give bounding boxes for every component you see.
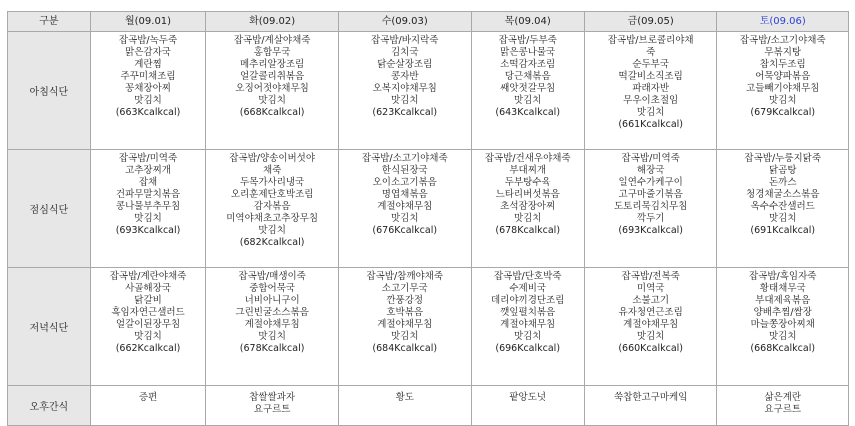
menu-cell-mon bbox=[90, 150, 206, 268]
menu-item: 맛김치 bbox=[258, 225, 286, 236]
dinner-row bbox=[8, 268, 849, 386]
breakfast-row bbox=[8, 32, 849, 150]
menu-item: 찹쌀쌀과자 bbox=[249, 392, 296, 403]
menu-item: 일연수가케구이 bbox=[618, 177, 683, 188]
menu-item: 맛김치 bbox=[768, 213, 797, 224]
menu-item: 깻잎펼치볶음 bbox=[500, 307, 556, 318]
menu-item: 고들빼기야채무침 bbox=[746, 83, 820, 94]
menu-item: 맛김치 bbox=[134, 95, 162, 106]
menu-item: 계절야채무침 bbox=[500, 319, 556, 330]
menu-item: 떡갈비소직조림 bbox=[618, 71, 683, 82]
menu-item: 잡곡밥/계란야채죽 bbox=[109, 271, 187, 282]
menu-item: 두목가사리냉국 bbox=[240, 177, 305, 188]
menu-item: 팥앙도넛 bbox=[509, 392, 547, 403]
menu-item: (660Kcalkcal) bbox=[618, 343, 683, 354]
menu-item: 오이소고기볶음 bbox=[372, 177, 437, 188]
menu-item: 계절야채무침 bbox=[623, 319, 679, 330]
menu-cell-mon bbox=[90, 268, 206, 386]
menu-item: 돈까스 bbox=[768, 177, 797, 188]
menu-item: (693Kcalkcal) bbox=[115, 225, 181, 236]
row-label: 점심식단 bbox=[8, 150, 91, 268]
menu-item: 계란찜 bbox=[134, 59, 162, 70]
menu-item: 무볶지탕 bbox=[764, 47, 802, 58]
menu-item: 잡곡밥/두부죽 bbox=[498, 35, 557, 46]
menu-item: 건파무말치볶음 bbox=[115, 189, 181, 200]
menu-item: 해장국 bbox=[636, 165, 665, 176]
menu-item: 잡곡밥/브로콜리야채 bbox=[607, 35, 694, 46]
menu-item: 유자청연근조림 bbox=[618, 307, 683, 318]
menu-item: (678Kcalkcal) bbox=[239, 343, 305, 354]
menu-item: 계절야채무침 bbox=[377, 201, 433, 212]
menu-item: 잡곡밥/참깨야채죽 bbox=[366, 271, 444, 282]
menu-item: 어묵양파볶음 bbox=[755, 71, 811, 82]
menu-item: 맛김치 bbox=[513, 95, 542, 106]
menu-item: (662Kcalkcal) bbox=[115, 343, 181, 354]
menu-cell-mon bbox=[90, 386, 206, 426]
menu-item: 그린빈굴소스볶음 bbox=[235, 307, 309, 318]
menu-item: 계절야채무침 bbox=[244, 319, 300, 330]
menu-item: 양배추찜/쌈장 bbox=[753, 307, 812, 318]
lunch-row bbox=[8, 150, 849, 268]
menu-item: 꽁채장아찌 bbox=[125, 83, 171, 94]
menu-item: 부대제육볶음 bbox=[755, 295, 811, 306]
menu-cell-mon bbox=[90, 32, 206, 150]
menu-item: 맛김치 bbox=[134, 213, 162, 224]
menu-item: 맛김치 bbox=[134, 331, 162, 342]
menu-item: 미역야채초고추장무침 bbox=[226, 213, 319, 224]
menu-item: 소고기무국 bbox=[381, 283, 428, 294]
header-day-thu: 목(09.04) bbox=[471, 12, 584, 32]
menu-item: 콩나물부추무침 bbox=[115, 201, 181, 212]
menu-item: 참치두조림 bbox=[759, 59, 806, 70]
menu-item: 잡곡밥/소고기야채죽 bbox=[361, 153, 448, 164]
menu-item: 감자볶음 bbox=[253, 201, 291, 212]
menu-item: 맛김치 bbox=[390, 213, 419, 224]
menu-item: 잡곡밥/미역죽 bbox=[621, 153, 680, 164]
menu-item: 잡곡밥/흑임자죽 bbox=[749, 271, 817, 282]
menu-item: 맛김치 bbox=[258, 331, 286, 342]
menu-item: 맛김치 bbox=[768, 331, 797, 342]
menu-cell-sat bbox=[717, 268, 849, 386]
menu-item: 한식된장국 bbox=[381, 165, 428, 176]
menu-item: 도토리묵김치무침 bbox=[613, 201, 688, 212]
menu-item: 김치국 bbox=[390, 47, 419, 58]
row-label: 오후간식 bbox=[8, 386, 91, 426]
menu-item: 오복지야채무침 bbox=[372, 83, 437, 94]
menu-cell-sat bbox=[717, 386, 849, 426]
menu-cell-tue bbox=[206, 386, 339, 426]
menu-item: 맛김치 bbox=[636, 331, 665, 342]
menu-item: 잡곡밥/미역죽 bbox=[118, 153, 178, 164]
menu-item: 수제비국 bbox=[509, 283, 547, 294]
menu-cell-thu bbox=[471, 32, 584, 150]
menu-cell-fri bbox=[584, 150, 717, 268]
menu-cell-wed bbox=[338, 150, 471, 268]
menu-item: 요구르트 bbox=[764, 404, 802, 415]
menu-item: 잡곡밥/바지락죽 bbox=[371, 35, 439, 46]
header-day-fri: 금(09.05) bbox=[584, 12, 717, 32]
menu-item: (661Kcalkcal) bbox=[618, 119, 683, 130]
menu-cell-wed bbox=[338, 386, 471, 426]
menu-item: 맛김치 bbox=[636, 107, 665, 118]
menu-item: 순두부국 bbox=[632, 59, 670, 70]
menu-item: 닭순살장조림 bbox=[377, 59, 433, 70]
menu-cell-wed bbox=[338, 268, 471, 386]
menu-item: (684Kcalkcal) bbox=[372, 343, 438, 354]
menu-item: (643Kcalkcal) bbox=[495, 107, 561, 118]
menu-cell-fri bbox=[584, 32, 717, 150]
header-day-wed: 수(09.03) bbox=[338, 12, 471, 32]
menu-item: 주꾸미채조림 bbox=[120, 71, 176, 82]
menu-item: 잡곡밥/매생이죽 bbox=[238, 271, 306, 282]
menu-item: 명엽채볶음 bbox=[381, 189, 428, 200]
menu-item: (682Kcalkcal) bbox=[239, 237, 305, 248]
menu-item: 소불고기 bbox=[632, 295, 670, 306]
menu-cell-sat bbox=[717, 32, 849, 150]
menu-item: 초석잠장아찌 bbox=[500, 201, 556, 212]
menu-item: 소떡감자조림 bbox=[500, 59, 556, 70]
menu-cell-sat bbox=[717, 150, 849, 268]
menu-cell-fri bbox=[584, 386, 717, 426]
menu-item: 잡곡밥/녹두죽 bbox=[118, 35, 178, 46]
menu-item: 계절야채무침 bbox=[377, 319, 433, 330]
row-label: 아침식단 bbox=[8, 32, 91, 150]
menu-item: (679Kcalkcal) bbox=[750, 107, 816, 118]
menu-item: 미역국 bbox=[636, 283, 665, 294]
menu-item: (678Kcalkcal) bbox=[495, 225, 561, 236]
menu-item: (691Kcalkcal) bbox=[750, 225, 816, 236]
menu-item: 당근채볶음 bbox=[504, 71, 551, 82]
menu-item: 닭곰탕 bbox=[768, 165, 797, 176]
menu-item: 죽 bbox=[646, 47, 656, 58]
menu-item: 메추리알장조림 bbox=[240, 59, 305, 70]
menu-item: 오징어젓야채무침 bbox=[235, 83, 309, 94]
menu-item: 사골해장국 bbox=[125, 283, 171, 294]
menu-item: 옥수수잔샐러드 bbox=[750, 201, 815, 212]
menu-item: 데리야끼경단조림 bbox=[491, 295, 565, 306]
menu-item: 맛김치 bbox=[390, 95, 419, 106]
weekly-meal-table bbox=[7, 11, 849, 426]
menu-item: (623Kcalkcal) bbox=[372, 107, 438, 118]
menu-item: 느타리버섯볶음 bbox=[495, 189, 560, 200]
menu-item: 요구르트 bbox=[253, 404, 291, 415]
menu-item: 잡곡밥/전복죽 bbox=[621, 271, 680, 282]
menu-item: 흑임자연근샐러드 bbox=[111, 307, 185, 318]
header-day-sat: 토(09.06) bbox=[717, 12, 849, 32]
header-row bbox=[8, 12, 849, 32]
menu-item: 맛김치 bbox=[258, 95, 286, 106]
menu-item: (668Kcalkcal) bbox=[750, 343, 816, 354]
menu-item: 잡곡밥/계살야채죽 bbox=[233, 35, 311, 46]
menu-item: 너비아니구이 bbox=[244, 295, 300, 306]
menu-item: 얼갈콜리취볶음 bbox=[240, 71, 305, 82]
menu-item: 황태채무국 bbox=[759, 283, 806, 294]
header-day-tue: 화(09.02) bbox=[206, 12, 339, 32]
menu-item: 채죽 bbox=[262, 165, 282, 176]
menu-item: 닭갈비 bbox=[134, 295, 162, 306]
menu-item: 홍합무국 bbox=[253, 47, 291, 58]
menu-item: 무우이초절임 bbox=[623, 95, 679, 106]
menu-item: 콩자반 bbox=[390, 71, 419, 82]
row-label: 저녁식단 bbox=[8, 268, 91, 386]
menu-item: 쌔앗젓갈무침 bbox=[500, 83, 556, 94]
menu-cell-wed bbox=[338, 32, 471, 150]
menu-item: 맛김치 bbox=[390, 331, 419, 342]
menu-item: 중합어묵국 bbox=[249, 283, 296, 294]
menu-item: 맛김치 bbox=[513, 331, 542, 342]
header-category: 구분 bbox=[8, 12, 91, 32]
menu-item: 잡곡밥/양송이버섯야 bbox=[229, 153, 316, 164]
menu-item: 황도 bbox=[395, 392, 414, 403]
menu-item: 잡곡밥/단호박죽 bbox=[493, 271, 562, 282]
menu-item: 잡곡밥/누룽지닭죽 bbox=[744, 153, 822, 164]
menu-item: 호박볶음 bbox=[386, 307, 424, 318]
menu-item: (693Kcalkcal) bbox=[618, 225, 683, 236]
menu-cell-fri bbox=[584, 268, 717, 386]
menu-item: 얼갈이된장무침 bbox=[115, 319, 181, 330]
menu-item: (696Kcalkcal) bbox=[495, 343, 561, 354]
menu-item: 부대찌개 bbox=[509, 165, 547, 176]
menu-item: 쑥찹한고구마케잌 bbox=[613, 392, 688, 403]
menu-cell-tue bbox=[206, 32, 339, 150]
menu-item: (668Kcalkcal) bbox=[239, 107, 305, 118]
menu-item: 파래자반 bbox=[632, 83, 670, 94]
menu-item: 맑은감자국 bbox=[125, 47, 171, 58]
menu-item: 깐풍강정 bbox=[386, 295, 424, 306]
menu-item: 청경채굴소스볶음 bbox=[746, 189, 820, 200]
menu-item: 맛김치 bbox=[513, 213, 542, 224]
menu-item: 두부탕수육 bbox=[504, 177, 551, 188]
menu-item: (663Kcalkcal) bbox=[115, 107, 181, 118]
menu-item: 삶은계란 bbox=[764, 392, 802, 403]
menu-item: 고구마줄기볶음 bbox=[618, 189, 683, 200]
menu-cell-tue bbox=[206, 268, 339, 386]
menu-item: 맛김치 bbox=[768, 95, 797, 106]
menu-item: 잡곡밥/건새우야채죽 bbox=[484, 153, 571, 164]
menu-item: 고추장찌개 bbox=[125, 165, 171, 176]
menu-cell-tue bbox=[206, 150, 339, 268]
header-day-mon: 월(09.01) bbox=[90, 12, 206, 32]
menu-item: (676Kcalkcal) bbox=[372, 225, 438, 236]
snack-row bbox=[8, 386, 849, 426]
menu-item: 잡채 bbox=[138, 177, 158, 188]
menu-item: 맑은콩나물국 bbox=[500, 47, 556, 58]
menu-item: 깍두기 bbox=[636, 213, 665, 224]
menu-cell-thu bbox=[471, 150, 584, 268]
menu-item: 마늘쫑장아찌채 bbox=[750, 319, 815, 330]
menu-item: 증편 bbox=[138, 392, 158, 403]
menu-cell-thu bbox=[471, 386, 584, 426]
menu-item: 잡곡밥/소고기야채죽 bbox=[739, 35, 826, 46]
menu-item: 오리훈제단호박조림 bbox=[230, 189, 314, 200]
menu-cell-thu bbox=[471, 268, 584, 386]
